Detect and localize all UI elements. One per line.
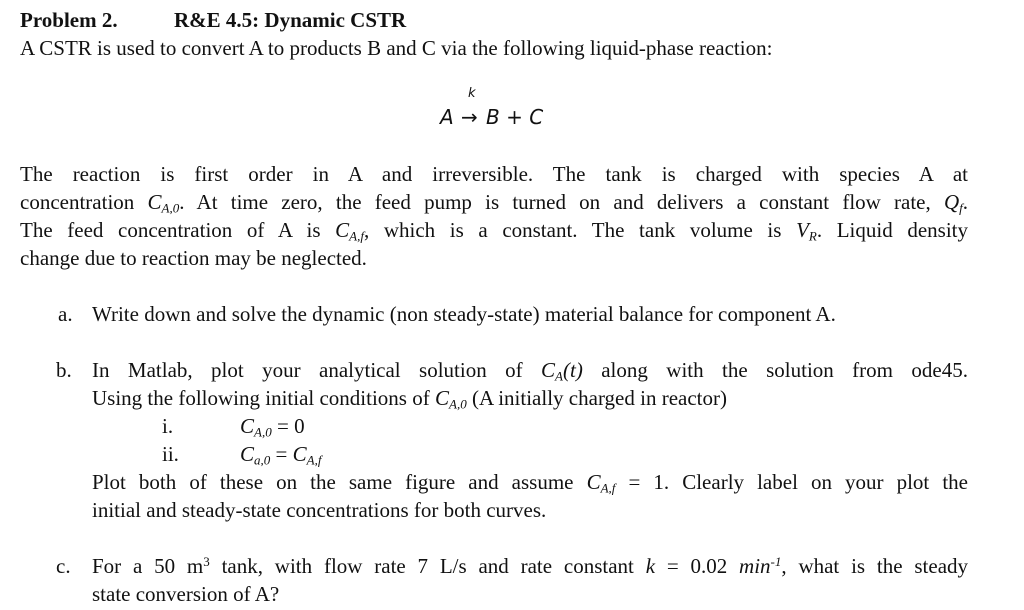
part-a-marker: a.	[58, 302, 73, 326]
part-b-line-3: Plot both of these on the same figure and assume $C_{A,f} = 1$. Clearly label on your plot the	[92, 470, 968, 496]
part-b-line-4: initial and steady-state concentrations for both curves.	[92, 498, 547, 522]
problem-heading	[20, 6, 407, 34]
condition-ii: $C_{a,0} = C_{A,f}$	[240, 442, 322, 468]
part-c-marker: c.	[56, 554, 71, 578]
part-c-line-2: state conversion of A?	[92, 582, 280, 606]
description-line-4: change due to reaction may be neglected.	[20, 246, 367, 270]
condition-i-marker: i.	[162, 414, 174, 438]
part-b-line-2: Using the following initial conditions of $C_{A,0}$ (A initially charged in reactor)	[92, 386, 727, 412]
rate-constant-label: k	[468, 86, 476, 101]
part-a-text: Write down and solve the dynamic (non steady-state) material balance for component A.	[92, 302, 836, 326]
problem-label: Problem 2.	[20, 8, 118, 32]
condition-ii-marker: ii.	[162, 442, 179, 466]
problem-title: R&E 4.5: Dynamic CSTR	[174, 8, 407, 32]
description-line-2: concentration $C_{A,0}$. At time zero, the feed pump is turned on and delivers a constant flow rate, $Q_f$.	[20, 190, 968, 216]
reaction-reactant: A	[440, 105, 454, 129]
part-b-line-1: In Matlab, plot your analytical solution of $C_A(t)$ along with the solution from ode45.	[92, 358, 968, 384]
part-b-marker: b.	[56, 358, 72, 382]
description-line-3: The feed concentration of A is $C_{A,f}$, which is a constant. The tank volume is $V_R$. Liquid density	[20, 218, 968, 244]
condition-i: $C_{A,0} = 0$	[240, 414, 305, 440]
part-c-line-1: For a 50 $m^3$ tank, with flow rate 7 L/s and rate constant k = 0.02 $\min^{-1}$, what is the steady	[92, 553, 969, 578]
reaction-products: B + C	[486, 105, 544, 129]
intro-text: A CSTR is used to convert A to products B and C via the following liquid-phase reaction:	[20, 36, 773, 60]
description-line-1: The reaction is first order in A and irreversible. The tank is charged with species A at	[20, 162, 968, 186]
reaction-arrow: →	[461, 105, 478, 129]
